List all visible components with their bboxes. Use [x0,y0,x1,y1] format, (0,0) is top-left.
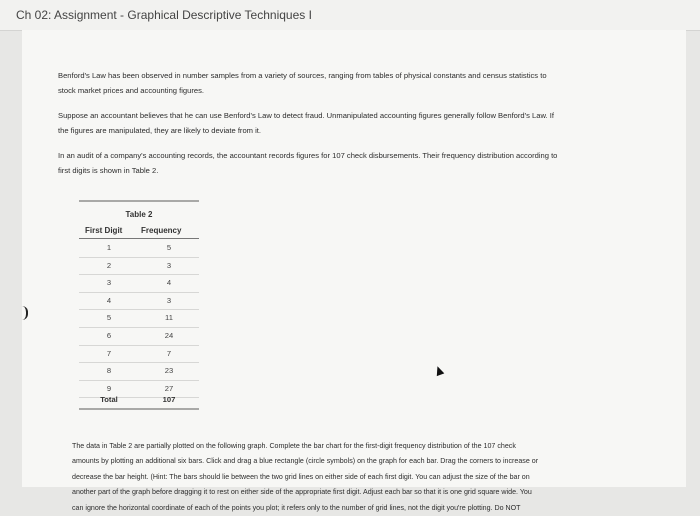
text-line: another part of the graph before dragging it to rest on either side of the appropriate first digit. Adjust each bar so that it is one grid square wide. You [72,488,532,497]
instructions-paragraph [72,439,672,516]
table-caption: Table 2 [125,210,153,219]
frequency-cell: 27 [164,383,174,393]
first-digit-cell: 1 [106,243,112,252]
total-label: Total [100,395,118,404]
first-digit-cell: 5 [106,313,112,323]
frequency-cell: 5 [166,243,172,252]
frequency-cell: 7 [166,348,172,358]
text-line: can ignore the horizontal coordinate of each of the points you plot; it refers only to the number of grid lines, not the digit you're plotting. Do NOT [72,503,521,512]
table-row [79,362,199,381]
table-bottom-rule [79,408,199,410]
intro-paragraph-2 [58,108,658,138]
table-top-rule [79,200,199,202]
first-digit-cell: 8 [106,366,112,376]
frequency-table [79,200,199,412]
text-line: Suppose an accountant believes that he can use Benford's Law to detect fraud. Unmanipulated accounting figures generally follow Benford's Law. If [58,111,554,120]
column-header-frequency: Frequency [141,226,182,235]
intro-paragraph-1 [58,68,658,98]
table-row [79,327,199,346]
frequency-cell: 23 [164,366,174,376]
first-digit-cell: 9 [106,383,112,393]
text-line: stock market prices and accounting figures. [58,86,205,95]
text-line: The data in Table 2 are partially plotted on the following graph. Complete the bar chart for the first-digit frequency distribution of the 107 check [72,442,516,450]
table-row [79,345,199,364]
assignment-content [22,30,686,512]
window-title-bar [0,0,700,31]
first-digit-cell: 4 [106,295,112,305]
total-value: 107 [162,395,176,404]
table-row [79,257,199,276]
first-digit-cell: 7 [106,348,112,358]
first-digit-cell: 6 [106,331,112,340]
table-row [79,309,199,328]
text-line: decrease the bar height. (Hint: The bars should lie between the two grid lines on either side of each first digit. You can adjust the size of the bar on [72,472,530,481]
table-total-row [79,391,199,409]
text-line: Benford's Law has been observed in number samples from a variety of sources, ranging from tables of physical constants and census statistics to [58,71,547,80]
mouse-pointer-icon [434,365,445,376]
table-row [79,239,199,258]
frequency-cell: 3 [166,295,172,305]
column-header-first-digit: First Digit [85,226,123,235]
frequency-cell: 3 [166,260,172,270]
text-line: In an audit of a company's accounting records, the accountant records figures for 107 check disbursements. Their frequency distribution according to [58,151,558,160]
intro-paragraph-3 [58,148,658,178]
window-title: Ch 02: Assignment - Graphical Descriptive Techniques I [16,8,312,22]
first-digit-cell: 2 [106,260,112,270]
first-digit-cell: 3 [106,278,112,288]
sidebar-toggle-handle[interactable] [22,306,28,320]
text-line: first digits is shown in Table 2. [58,166,159,175]
table-row [79,274,199,293]
text-line: the figures are manipulated, they are likely to deviate from it. [58,126,262,135]
frequency-cell: 4 [166,278,172,288]
frequency-cell: 24 [164,331,174,340]
table-row [79,292,199,311]
text-line: amounts by plotting an additional six bars. Click and drag a blue rectangle (circle symbols) on the graph for each bar. Drag the corners to increase or [72,457,539,466]
frequency-cell: 11 [165,313,173,323]
